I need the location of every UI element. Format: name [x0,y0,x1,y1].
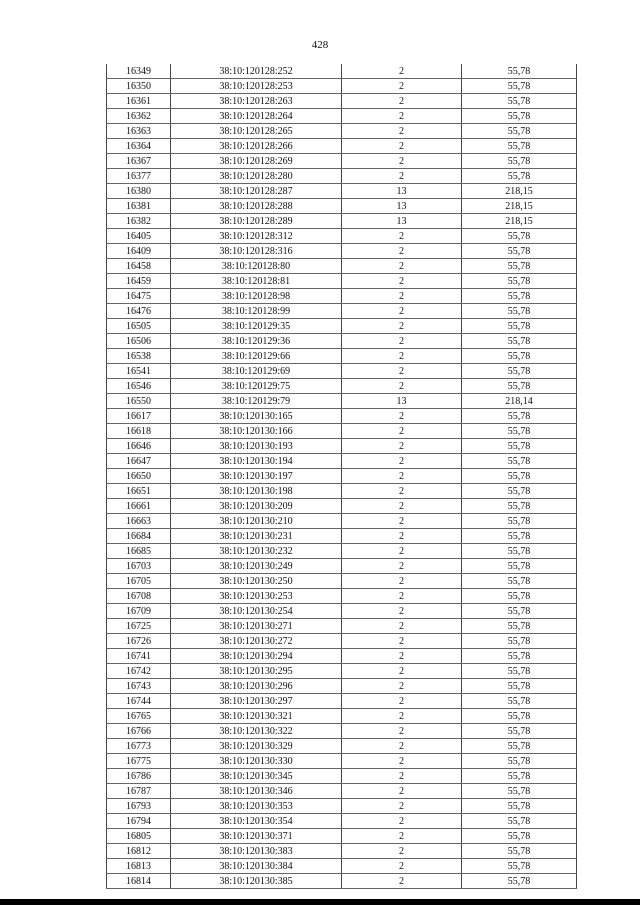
cadastral-number-cell: 38:10:120129:75 [171,379,342,394]
count-cell: 13 [342,199,462,214]
table-row [107,514,577,529]
table-row [107,784,577,799]
count-cell: 2 [342,229,462,244]
count-cell: 2 [342,724,462,739]
table-row [107,814,577,829]
row-number-cell: 16773 [107,739,171,754]
value-cell: 55,78 [462,814,577,829]
count-cell: 2 [342,664,462,679]
row-number-cell: 16741 [107,649,171,664]
table-row [107,754,577,769]
cadastral-number-cell: 38:10:120130:383 [171,844,342,859]
value-cell: 55,78 [462,379,577,394]
table-row [107,394,577,409]
value-cell: 55,78 [462,664,577,679]
row-number-cell: 16618 [107,424,171,439]
count-cell: 2 [342,439,462,454]
table-row [107,709,577,724]
count-cell: 2 [342,514,462,529]
count-cell: 2 [342,484,462,499]
count-cell: 2 [342,589,462,604]
value-cell: 55,78 [462,829,577,844]
table-row [107,679,577,694]
value-cell: 55,78 [462,634,577,649]
table-row [107,244,577,259]
cadastral-number-cell: 38:10:120128:289 [171,214,342,229]
row-number-cell: 16361 [107,94,171,109]
cadastral-number-cell: 38:10:120128:269 [171,154,342,169]
cadastral-number-cell: 38:10:120130:194 [171,454,342,469]
value-cell: 55,78 [462,784,577,799]
table-row [107,559,577,574]
row-number-cell: 16550 [107,394,171,409]
value-cell: 55,78 [462,79,577,94]
value-cell: 55,78 [462,229,577,244]
cadastral-number-cell: 38:10:120130:271 [171,619,342,634]
value-cell: 55,78 [462,409,577,424]
value-cell: 55,78 [462,424,577,439]
count-cell: 2 [342,619,462,634]
cadastral-number-cell: 38:10:120130:209 [171,499,342,514]
value-cell: 218,15 [462,184,577,199]
row-number-cell: 16726 [107,634,171,649]
table-row [107,109,577,124]
cadastral-number-cell: 38:10:120129:36 [171,334,342,349]
cadastral-number-cell: 38:10:120130:253 [171,589,342,604]
value-cell: 55,78 [462,739,577,754]
count-cell: 2 [342,379,462,394]
count-cell: 2 [342,544,462,559]
table-row [107,829,577,844]
cadastral-number-cell: 38:10:120130:249 [171,559,342,574]
value-cell: 55,78 [462,844,577,859]
row-number-cell: 16708 [107,589,171,604]
cadastral-number-cell: 38:10:120128:264 [171,109,342,124]
table-row [107,199,577,214]
count-cell: 2 [342,349,462,364]
table-row [107,259,577,274]
row-number-cell: 16743 [107,679,171,694]
value-cell: 55,78 [462,574,577,589]
value-cell: 55,78 [462,289,577,304]
cadastral-number-cell: 38:10:120130:353 [171,799,342,814]
table-row [107,859,577,874]
cadastral-number-cell: 38:10:120130:272 [171,634,342,649]
value-cell: 55,78 [462,754,577,769]
table-row [107,124,577,139]
value-cell: 55,78 [462,364,577,379]
count-cell: 2 [342,154,462,169]
cadastral-number-cell: 38:10:120129:79 [171,394,342,409]
count-cell: 2 [342,244,462,259]
table-row [107,334,577,349]
count-cell: 2 [342,424,462,439]
cadastral-number-cell: 38:10:120130:294 [171,649,342,664]
table-row [107,844,577,859]
count-cell: 2 [342,274,462,289]
value-cell: 55,78 [462,64,577,79]
value-cell: 55,78 [462,709,577,724]
table-row [107,739,577,754]
row-number-cell: 16476 [107,304,171,319]
count-cell: 2 [342,304,462,319]
count-cell: 2 [342,64,462,79]
row-number-cell: 16377 [107,169,171,184]
table-row [107,439,577,454]
cadastral-number-cell: 38:10:120128:98 [171,289,342,304]
value-cell: 55,78 [462,529,577,544]
value-cell: 55,78 [462,154,577,169]
row-number-cell: 16350 [107,79,171,94]
row-number-cell: 16458 [107,259,171,274]
row-number-cell: 16380 [107,184,171,199]
cadastral-number-cell: 38:10:120130:371 [171,829,342,844]
count-cell: 2 [342,529,462,544]
count-cell: 13 [342,394,462,409]
table-body [107,64,577,889]
value-cell: 55,78 [462,94,577,109]
row-number-cell: 16538 [107,349,171,364]
table-row [107,484,577,499]
count-cell: 2 [342,829,462,844]
table-row [107,409,577,424]
table-row [107,169,577,184]
table-row [107,799,577,814]
cadastral-number-cell: 38:10:120130:330 [171,754,342,769]
cadastral-number-cell: 38:10:120128:253 [171,79,342,94]
table-row [107,589,577,604]
cadastral-number-cell: 38:10:120128:252 [171,64,342,79]
cadastral-number-cell: 38:10:120130:384 [171,859,342,874]
row-number-cell: 16663 [107,514,171,529]
value-cell: 218,15 [462,214,577,229]
value-cell: 55,78 [462,859,577,874]
count-cell: 2 [342,739,462,754]
table-row [107,424,577,439]
row-number-cell: 16381 [107,199,171,214]
cadastral-number-cell: 38:10:120128:80 [171,259,342,274]
row-number-cell: 16475 [107,289,171,304]
count-cell: 2 [342,124,462,139]
table-row [107,319,577,334]
cadastral-number-cell: 38:10:120128:265 [171,124,342,139]
cadastral-number-cell: 38:10:120130:329 [171,739,342,754]
count-cell: 2 [342,559,462,574]
table-row [107,529,577,544]
table-row [107,604,577,619]
count-cell: 2 [342,574,462,589]
count-cell: 2 [342,874,462,889]
table-row [107,304,577,319]
row-number-cell: 16349 [107,64,171,79]
count-cell: 2 [342,169,462,184]
value-cell: 55,78 [462,649,577,664]
table-row [107,229,577,244]
row-number-cell: 16685 [107,544,171,559]
value-cell: 55,78 [462,679,577,694]
table-row [107,649,577,664]
count-cell: 2 [342,844,462,859]
cadastral-number-cell: 38:10:120130:193 [171,439,342,454]
row-number-cell: 16684 [107,529,171,544]
table-row [107,694,577,709]
cadastral-number-cell: 38:10:120128:266 [171,139,342,154]
value-cell: 55,78 [462,544,577,559]
value-cell: 55,78 [462,454,577,469]
table-row [107,454,577,469]
count-cell: 2 [342,604,462,619]
value-cell: 55,78 [462,724,577,739]
value-cell: 55,78 [462,559,577,574]
cadastral-number-cell: 38:10:120130:197 [171,469,342,484]
count-cell: 2 [342,754,462,769]
cadastral-number-cell: 38:10:120130:210 [171,514,342,529]
value-cell: 55,78 [462,694,577,709]
value-cell: 55,78 [462,259,577,274]
cadastral-number-cell: 38:10:120128:288 [171,199,342,214]
row-number-cell: 16812 [107,844,171,859]
table-row [107,274,577,289]
row-number-cell: 16382 [107,214,171,229]
count-cell: 2 [342,769,462,784]
count-cell: 2 [342,499,462,514]
count-cell: 2 [342,139,462,154]
cadastral-number-cell: 38:10:120128:287 [171,184,342,199]
cadastral-number-cell: 38:10:120130:198 [171,484,342,499]
row-number-cell: 16409 [107,244,171,259]
count-cell: 13 [342,184,462,199]
cadastral-number-cell: 38:10:120130:321 [171,709,342,724]
row-number-cell: 16787 [107,784,171,799]
row-number-cell: 16744 [107,694,171,709]
value-cell: 55,78 [462,319,577,334]
table-row [107,469,577,484]
row-number-cell: 16617 [107,409,171,424]
row-number-cell: 16775 [107,754,171,769]
table-row [107,499,577,514]
table-row [107,64,577,79]
count-cell: 2 [342,799,462,814]
count-cell: 2 [342,814,462,829]
value-cell: 55,78 [462,109,577,124]
count-cell: 2 [342,454,462,469]
count-cell: 2 [342,709,462,724]
page-number: 428 [311,39,329,51]
row-number-cell: 16541 [107,364,171,379]
row-number-cell: 16363 [107,124,171,139]
cadastral-number-cell: 38:10:120130:385 [171,874,342,889]
row-number-cell: 16705 [107,574,171,589]
value-cell: 55,78 [462,484,577,499]
table-row [107,544,577,559]
count-cell: 2 [342,784,462,799]
row-number-cell: 16805 [107,829,171,844]
row-number-cell: 16794 [107,814,171,829]
count-cell: 2 [342,694,462,709]
count-cell: 2 [342,364,462,379]
table-row [107,154,577,169]
value-cell: 55,78 [462,499,577,514]
row-number-cell: 16405 [107,229,171,244]
row-number-cell: 16742 [107,664,171,679]
table-row [107,724,577,739]
table-row [107,619,577,634]
cadastral-number-cell: 38:10:120130:296 [171,679,342,694]
table-row [107,214,577,229]
row-number-cell: 16506 [107,334,171,349]
value-cell: 55,78 [462,769,577,784]
value-cell: 55,78 [462,469,577,484]
value-cell: 55,78 [462,439,577,454]
value-cell: 55,78 [462,874,577,889]
cadastral-number-cell: 38:10:120130:166 [171,424,342,439]
row-number-cell: 16364 [107,139,171,154]
parcel-table [106,64,577,889]
table-row [107,184,577,199]
cadastral-number-cell: 38:10:120130:250 [171,574,342,589]
row-number-cell: 16766 [107,724,171,739]
table-row [107,379,577,394]
count-cell: 2 [342,679,462,694]
value-cell: 55,78 [462,799,577,814]
cadastral-number-cell: 38:10:120130:254 [171,604,342,619]
row-number-cell: 16661 [107,499,171,514]
cadastral-number-cell: 38:10:120129:35 [171,319,342,334]
value-cell: 55,78 [462,514,577,529]
value-cell: 55,78 [462,304,577,319]
row-number-cell: 16765 [107,709,171,724]
count-cell: 2 [342,649,462,664]
count-cell: 2 [342,469,462,484]
row-number-cell: 16646 [107,439,171,454]
value-cell: 55,78 [462,124,577,139]
table-row [107,94,577,109]
table-row [107,289,577,304]
scan-edge [0,899,640,905]
table-row [107,364,577,379]
table-row [107,769,577,784]
row-number-cell: 16814 [107,874,171,889]
cadastral-number-cell: 38:10:120130:346 [171,784,342,799]
value-cell: 218,15 [462,199,577,214]
row-number-cell: 16362 [107,109,171,124]
row-number-cell: 16703 [107,559,171,574]
table-row [107,874,577,889]
row-number-cell: 16647 [107,454,171,469]
value-cell: 55,78 [462,604,577,619]
row-number-cell: 16709 [107,604,171,619]
count-cell: 2 [342,859,462,874]
count-cell: 2 [342,319,462,334]
row-number-cell: 16546 [107,379,171,394]
count-cell: 2 [342,409,462,424]
value-cell: 55,78 [462,244,577,259]
cadastral-number-cell: 38:10:120129:66 [171,349,342,364]
cadastral-number-cell: 38:10:120128:312 [171,229,342,244]
row-number-cell: 16793 [107,799,171,814]
cadastral-number-cell: 38:10:120130:165 [171,409,342,424]
table-row [107,349,577,364]
value-cell: 55,78 [462,589,577,604]
cadastral-number-cell: 38:10:120130:231 [171,529,342,544]
value-cell: 55,78 [462,349,577,364]
cadastral-number-cell: 38:10:120130:354 [171,814,342,829]
table-row [107,79,577,94]
table-row [107,574,577,589]
row-number-cell: 16650 [107,469,171,484]
cadastral-number-cell: 38:10:120130:232 [171,544,342,559]
cadastral-number-cell: 38:10:120128:280 [171,169,342,184]
cadastral-number-cell: 38:10:120128:316 [171,244,342,259]
count-cell: 2 [342,109,462,124]
value-cell: 55,78 [462,334,577,349]
row-number-cell: 16505 [107,319,171,334]
count-cell: 2 [342,79,462,94]
row-number-cell: 16651 [107,484,171,499]
count-cell: 2 [342,634,462,649]
row-number-cell: 16813 [107,859,171,874]
table-row [107,139,577,154]
cadastral-number-cell: 38:10:120128:81 [171,274,342,289]
cadastral-number-cell: 38:10:120130:345 [171,769,342,784]
count-cell: 2 [342,94,462,109]
value-cell: 55,78 [462,139,577,154]
cadastral-number-cell: 38:10:120130:295 [171,664,342,679]
cadastral-number-cell: 38:10:120130:322 [171,724,342,739]
value-cell: 218,14 [462,394,577,409]
value-cell: 55,78 [462,619,577,634]
value-cell: 55,78 [462,169,577,184]
row-number-cell: 16725 [107,619,171,634]
table-row [107,664,577,679]
cadastral-number-cell: 38:10:120128:263 [171,94,342,109]
cadastral-number-cell: 38:10:120128:99 [171,304,342,319]
count-cell: 2 [342,259,462,274]
row-number-cell: 16459 [107,274,171,289]
count-cell: 2 [342,289,462,304]
cadastral-number-cell: 38:10:120130:297 [171,694,342,709]
value-cell: 55,78 [462,274,577,289]
row-number-cell: 16367 [107,154,171,169]
count-cell: 2 [342,334,462,349]
cadastral-number-cell: 38:10:120129:69 [171,364,342,379]
row-number-cell: 16786 [107,769,171,784]
table-row [107,634,577,649]
count-cell: 13 [342,214,462,229]
